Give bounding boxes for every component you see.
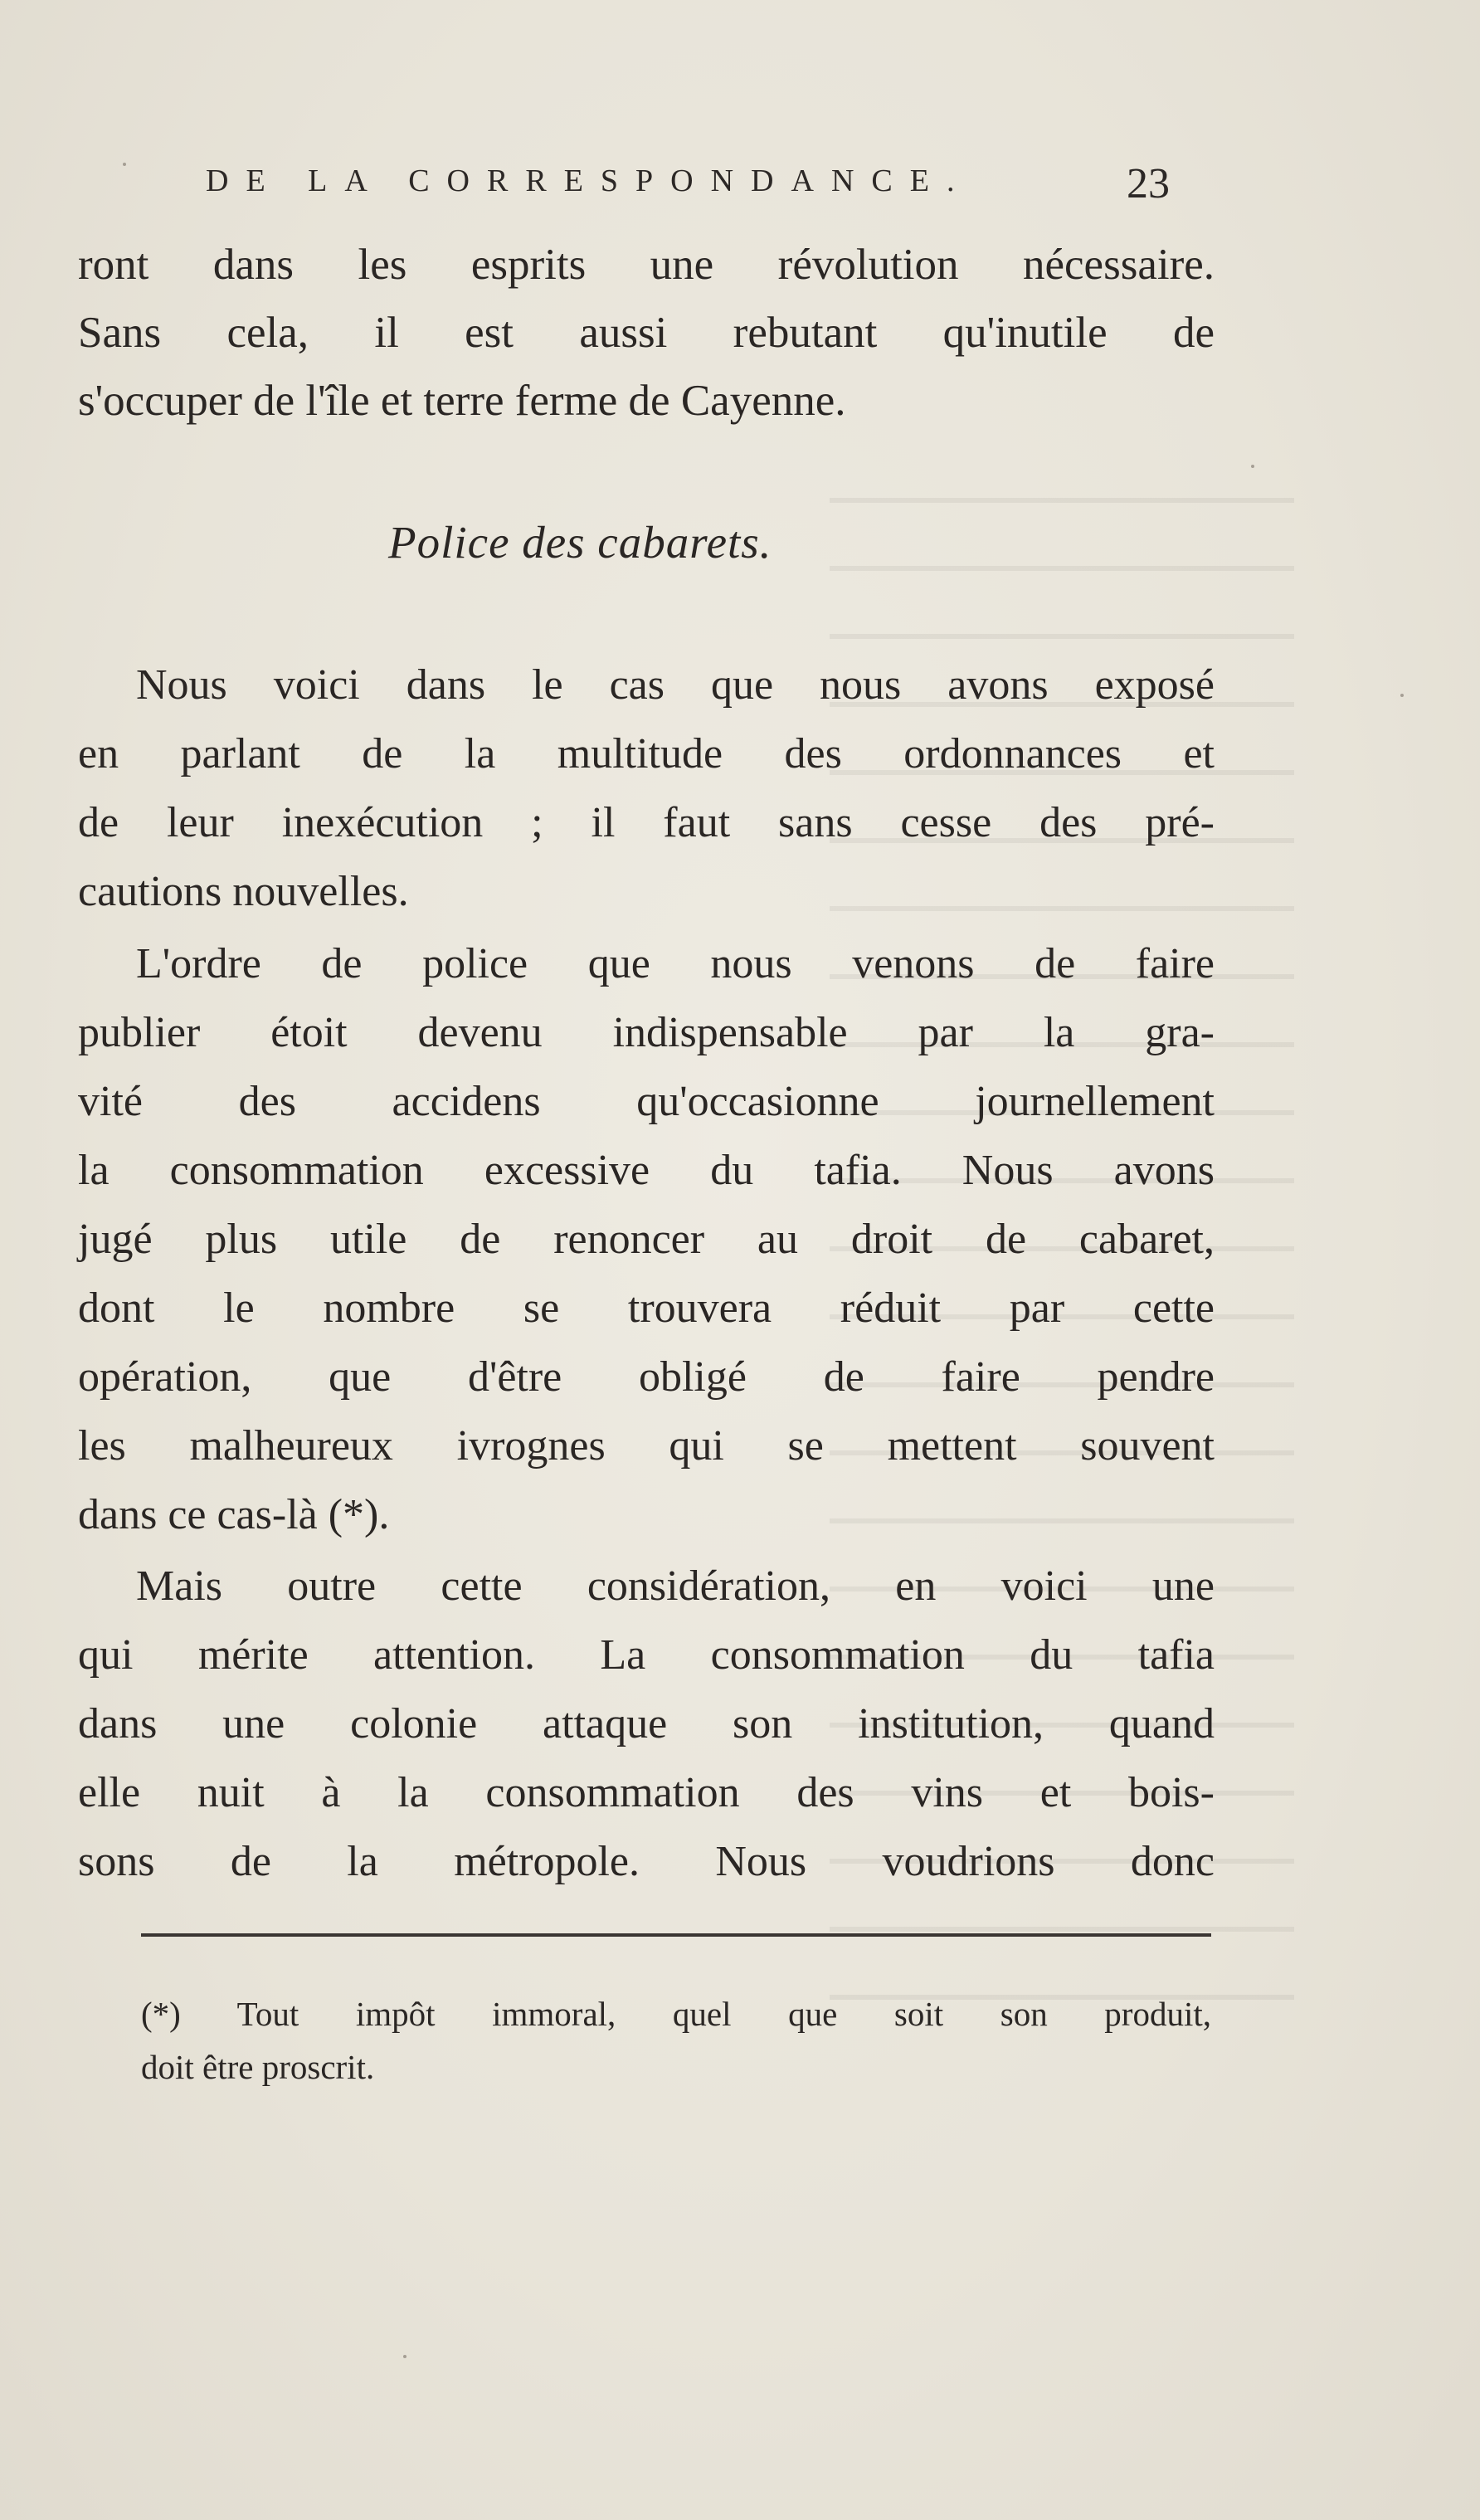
text-line: elle nuit à la consommation des vins et bois- xyxy=(78,1769,1215,1816)
section-heading: Police des cabarets. xyxy=(388,517,772,568)
text-line: Nous voici dans le cas que nous avons exposé xyxy=(136,661,1215,709)
paper-speck xyxy=(123,163,126,166)
text-line: opération, que d'être obligé de faire pendre xyxy=(78,1353,1215,1401)
paragraph-3 xyxy=(78,1552,1215,1896)
text-line: de leur inexécution ; il faut sans cesse des pré- xyxy=(78,799,1215,846)
text-line: Mais outre cette considération, en voici une xyxy=(136,1562,1215,1610)
text-line: dans une colonie attaque son institution, quand xyxy=(78,1700,1215,1747)
paper-speck xyxy=(403,2355,407,2358)
text-line: la consommation excessive du tafia. Nous avons xyxy=(78,1147,1215,1194)
text-line: dont le nombre se trouvera réduit par cette xyxy=(78,1284,1215,1332)
page-number: 23 xyxy=(1127,160,1170,207)
running-title: DE LA CORRESPONDANCE. xyxy=(206,163,972,198)
text-line: vité des accidens qu'occasionne journellement xyxy=(78,1078,1215,1125)
footnote-divider xyxy=(141,1933,1211,1937)
opening-text xyxy=(78,231,1215,435)
text-line: L'ordre de police que nous venons de faire xyxy=(136,940,1215,987)
text-line: en parlant de la multitude des ordonnances et xyxy=(78,730,1215,777)
paper-speck xyxy=(1400,694,1404,697)
footnote xyxy=(141,1987,1211,2094)
text-line: sons de la métropole. Nous voudrions donc xyxy=(78,1838,1215,1885)
footnote-line: (*) Tout impôt immoral, quel que soit son produit, xyxy=(141,1995,1211,2033)
footnote-line: doit être proscrit. xyxy=(141,2048,375,2086)
text-line: jugé plus utile de renoncer au droit de cabaret, xyxy=(78,1216,1215,1263)
paragraph-1 xyxy=(78,651,1215,926)
text-line: dans ce cas-là (*). xyxy=(78,1491,390,1538)
text-line: publier étoit devenu indispensable par la gra- xyxy=(78,1009,1215,1056)
paper-speck xyxy=(1251,465,1254,468)
text-line: Sans cela, il est aussi rebutant qu'inutile de xyxy=(78,309,1215,357)
text-line: qui mérite attention. La consommation du tafia xyxy=(78,1631,1215,1679)
paragraph-2 xyxy=(78,929,1215,1549)
text-line: cautions nouvelles. xyxy=(78,868,409,915)
text-line: ront dans les esprits une révolution nécessaire. xyxy=(78,241,1215,289)
text-line: les malheureux ivrognes qui se mettent souvent xyxy=(78,1422,1215,1470)
text-line: s'occuper de l'île et terre ferme de Cayenne. xyxy=(78,377,846,425)
